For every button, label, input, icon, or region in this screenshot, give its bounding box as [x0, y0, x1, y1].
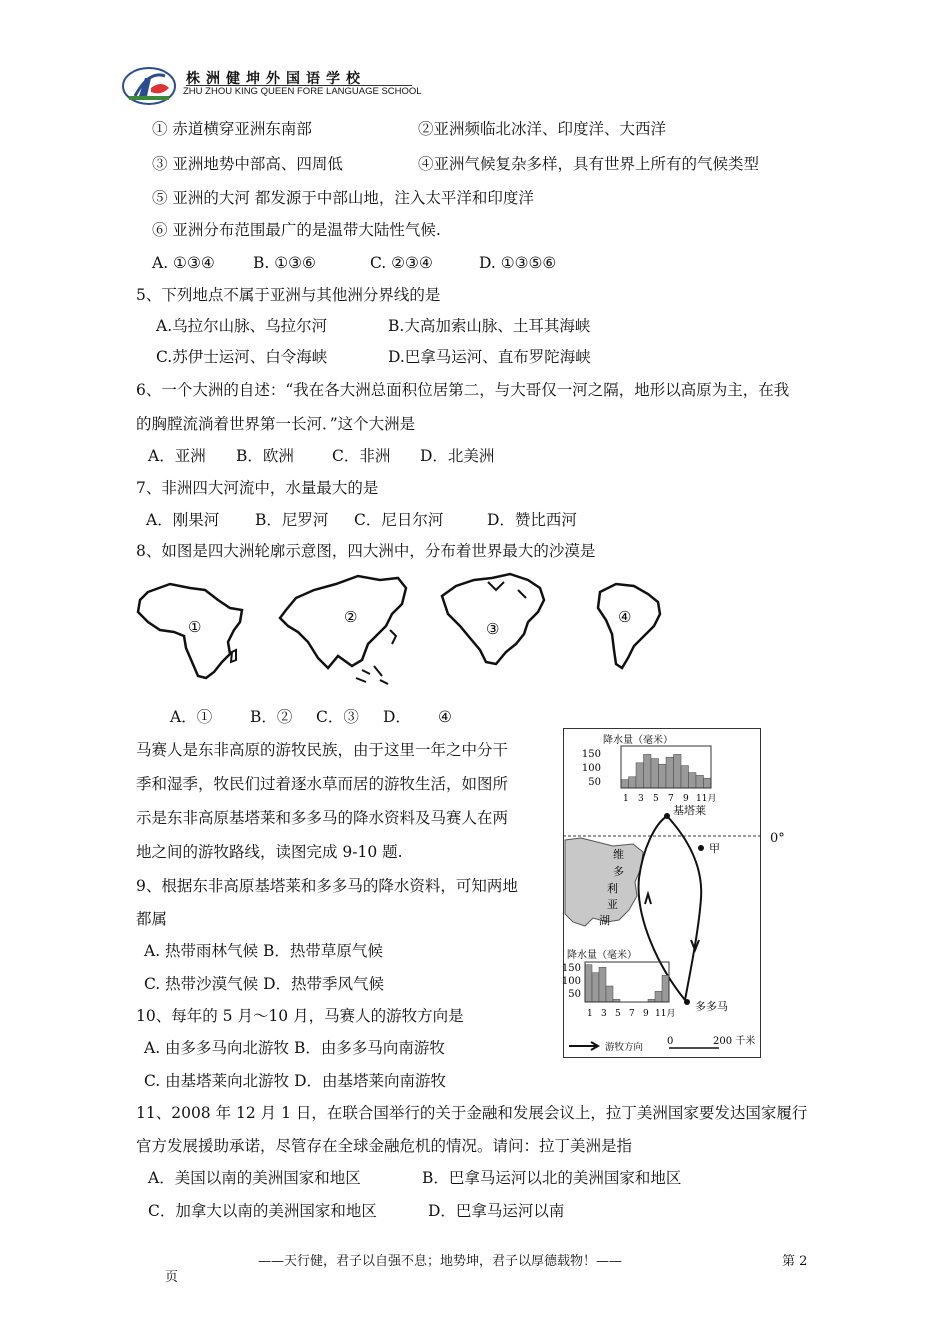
q6-stem-line1: 6、一个大洲的自述：“我在各大洲总面积位居第二，与大哥仅一河之隔，地形以高原为主，在我	[136, 381, 790, 399]
kitale-bar-5	[651, 759, 659, 788]
q5-choice-d: D.巴拿马运河、直布罗陀海峡	[388, 348, 591, 366]
scale-zero: 0	[667, 1036, 674, 1047]
kitale-month-5: 5	[653, 794, 659, 804]
q8-choice-d: D．	[383, 708, 411, 726]
q6-choice-b: B．欧洲	[236, 447, 294, 465]
lake-char-3: 利	[607, 882, 618, 895]
dodoma-month-9: 9	[643, 1009, 649, 1019]
q11-stem-line1: 11、2008 年 12 月 1 日，在联合国举行的关于金融和发展会议上，拉丁美洲国家要发达国家履行	[136, 1104, 808, 1122]
footer-page-unit: 页	[165, 1270, 179, 1285]
maasai-map-figure	[563, 728, 761, 1058]
footer-page-number: 第 2	[782, 1254, 808, 1269]
q11-choice-b: B．巴拿马运河以北的美洲国家和地区	[422, 1169, 682, 1187]
continent-label-3: ③	[486, 620, 500, 638]
kitale-month-9: 9	[683, 794, 689, 804]
q4-option-6: ⑥ 亚洲分布范围最广的是温带大陆性气候.	[152, 221, 441, 239]
dodoma-month-3: 3	[601, 1009, 607, 1019]
equator-label: 0°	[770, 831, 785, 846]
q4-option-3: ③ 亚洲地势中部高、四周低	[152, 155, 343, 173]
kitale-month-11: 11月	[696, 794, 717, 804]
q11-choice-d: D．巴拿马运河以南	[428, 1202, 565, 1220]
q4-option-1: ① 赤道横穿亚洲东南部	[152, 120, 312, 138]
lake-char-1: 维	[613, 848, 624, 861]
q7-choice-b: B．尼罗河	[255, 511, 329, 529]
kitale-bar-9	[681, 766, 689, 788]
jia-point	[698, 845, 704, 851]
dodoma-month-5: 5	[615, 1009, 621, 1019]
q6-choice-c: C．非洲	[332, 447, 391, 465]
kitale-point	[664, 813, 670, 819]
dodoma-ytick-50: 50	[568, 989, 581, 1000]
dodoma-point	[684, 999, 690, 1005]
continent-label-2: ②	[344, 608, 358, 626]
kitale-bar-7	[666, 757, 674, 788]
dodoma-bar-4	[606, 986, 613, 1002]
dodoma-bar-12	[662, 975, 669, 1002]
kitale-bar-4	[644, 754, 652, 788]
passage-line-4: 地之间的游牧路线，读图完成 9-10 题.	[136, 843, 403, 861]
lake-char-2: 多	[613, 865, 624, 878]
q5-stem: 5、下列地点不属于亚洲与其他洲分界线的是	[136, 286, 441, 304]
kitale-month-1: 1	[623, 794, 629, 804]
dodoma-month-7: 7	[629, 1009, 635, 1019]
q8-choice-a: A．①	[170, 708, 213, 726]
lake-char-5: 湖	[599, 914, 610, 927]
kitale-bar-6	[659, 764, 667, 788]
dodoma-bar-2	[592, 973, 599, 1002]
kitale-bar-8	[674, 754, 682, 788]
q9-choices-cd: C. 热带沙漠气候 D．热带季风气候	[144, 975, 385, 993]
passage-line-1: 马赛人是东非高原的游牧民族，由于这里一年之中分干	[136, 741, 509, 759]
dodoma-ytick-100: 100	[563, 976, 581, 987]
q7-choice-c: C．尼日尔河	[354, 511, 444, 529]
q8-choice-c: C．③	[316, 708, 359, 726]
kitale-bar-11	[696, 775, 704, 788]
q4-choice-a: A. ①③④	[152, 254, 215, 272]
dodoma-bar-11	[655, 991, 662, 1002]
dodoma-ytick-150: 150	[563, 963, 581, 974]
q5-choice-c: C.苏伊士运河、白令海峡	[156, 348, 328, 366]
school-name-en: ZHU ZHOU KING QUEEN FORE LANGUAGE SCHOOL	[183, 86, 422, 97]
passage-line-2: 季和湿季，牧民们过着逐水草而居的游牧生活，如图所	[136, 775, 509, 793]
dodoma-precip-title: 降水量（毫米）	[567, 950, 637, 961]
q5-choice-b: B.大高加索山脉、土耳其海峡	[388, 317, 591, 335]
q10-stem: 10、每年的 5 月～10 月，马赛人的游牧方向是	[136, 1007, 464, 1025]
q10-choices-cd: C. 由基塔莱向北游牧 D．由基塔莱向南游牧	[144, 1072, 447, 1090]
q4-choice-b: B. ①③⑥	[253, 254, 316, 272]
q4-option-4: ④亚洲气候复杂多样，具有世界上所有的气候类型	[418, 155, 760, 173]
q4-choice-d: D. ①③⑤⑥	[479, 254, 557, 272]
q8-choice-d-mark: ④	[438, 708, 452, 726]
kitale-precip-title: 降水量（毫米）	[603, 735, 673, 746]
kitale-bar-2	[629, 777, 637, 788]
lake-char-4: 亚	[607, 898, 618, 911]
q6-choice-a: A．亚洲	[148, 447, 206, 465]
kitale-ytick-50: 50	[588, 777, 601, 788]
kitale-ytick-100: 100	[581, 763, 601, 774]
q9-stem-line1: 9、根据东非高原基塔莱和多多马的降水资料，可知两地	[136, 877, 518, 895]
asia-outline	[280, 576, 406, 668]
dodoma-bar-3	[599, 967, 606, 1002]
q11-choice-c: C．加拿大以南的美洲国家和地区	[148, 1202, 377, 1220]
q10-choices-ab: A. 由多多马向北游牧 B．由多多马向南游牧	[144, 1039, 445, 1057]
q8-choice-b: B．②	[250, 708, 293, 726]
footer-motto: ——天行健，君子以自强不息；地势坤，君子以厚德载物！——	[258, 1254, 623, 1269]
q6-choice-d: D．北美洲	[420, 447, 495, 465]
dodoma-month-11: 11月	[655, 1009, 676, 1019]
continent-label-1: ①	[188, 618, 202, 636]
kitale-bar-1	[621, 780, 629, 788]
continent-outlines-figure	[130, 570, 670, 695]
dodoma-label: 多多马	[695, 1000, 728, 1013]
kitale-month-7: 7	[668, 794, 674, 804]
q9-stem-line2: 都属	[136, 910, 168, 928]
scale-length: 200 千米	[713, 1036, 756, 1047]
q7-choice-a: A．刚果河	[146, 511, 220, 529]
kitale-bar-12	[704, 778, 712, 788]
kitale-label: 基塔莱	[673, 804, 706, 817]
q6-stem-line2: 的胸膛流淌着世界第一长河．”这个大洲是	[136, 415, 416, 433]
south-america-outline	[598, 584, 660, 668]
kitale-ytick-150: 150	[581, 749, 601, 760]
q7-stem: 7、非洲四大河流中，水量最大的是	[136, 479, 379, 497]
passage-line-3: 示是东非高原基塔莱和多多马的降水资料及马赛人在两	[136, 809, 509, 827]
q7-choice-d: D．赞比西河	[487, 511, 577, 529]
q11-choice-a: A．美国以南的美洲国家和地区	[148, 1169, 361, 1187]
school-logo	[121, 66, 177, 106]
legend-route-label: 游牧方向	[605, 1042, 644, 1053]
q11-stem-line2: 官方发展援助承诺，尽管存在全球金融危机的情况。请问：拉丁美洲是指	[136, 1137, 633, 1155]
jia-label: 甲	[709, 842, 720, 855]
q9-choices-ab: A. 热带雨林气候 B．热带草原气候	[144, 942, 383, 960]
kitale-month-3: 3	[638, 794, 644, 804]
q4-option-5: ⑤ 亚洲的大河 都发源于中部山地，注入太平洋和印度洋	[152, 189, 534, 207]
q4-option-2: ②亚洲频临北冰洋、印度洋、大西洋	[418, 120, 667, 138]
kitale-bar-3	[636, 763, 644, 788]
q5-choice-a: A.乌拉尔山脉、乌拉尔河	[156, 317, 328, 335]
q4-choice-c: C. ②③④	[370, 254, 433, 272]
school-name-cn: 株洲健坤外国语学校	[186, 71, 366, 87]
q8-stem: 8、如图是四大洲轮廓示意图，四大洲中，分布着世界最大的沙漠是	[136, 542, 596, 560]
dodoma-bar-1	[585, 965, 592, 1002]
continent-label-4: ④	[618, 608, 632, 626]
kitale-bar-10	[689, 773, 697, 788]
dodoma-month-1: 1	[587, 1009, 593, 1019]
